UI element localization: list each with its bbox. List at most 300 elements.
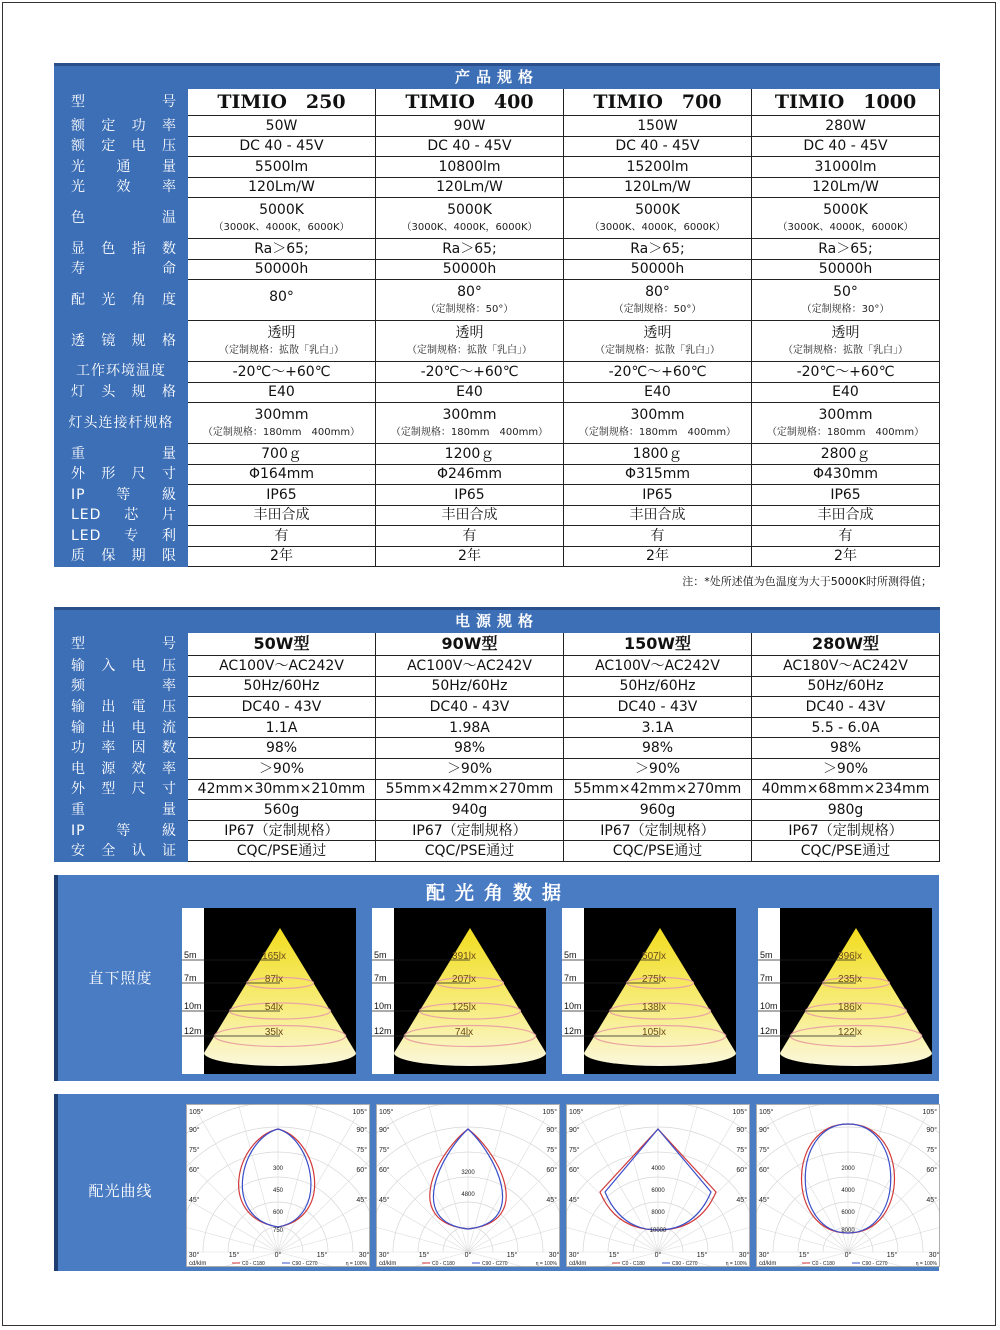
distance-label: 7m (564, 973, 577, 983)
legend-c90: C90 - C270 (482, 1261, 508, 1267)
spec-value: 50Hz/60Hz (807, 678, 884, 695)
spec-cell (376, 198, 564, 239)
spec-cell (376, 177, 564, 198)
intensity-tick: 4800 (461, 1192, 475, 1198)
spec-cell (188, 841, 376, 862)
spec-cell (752, 239, 940, 260)
beam-data-title: 配光角数据 (425, 882, 571, 904)
angle-label: 30° (548, 1252, 560, 1259)
illuminance-cone (182, 908, 356, 1074)
angle-label: 30° (358, 1252, 370, 1259)
spec-value: Φ430mm (812, 466, 879, 483)
distance-label: 7m (760, 973, 773, 983)
lux-value: 87lx (264, 974, 284, 985)
row-label: 安全认证 (55, 841, 188, 862)
spec-value: 1200ｇ (444, 445, 495, 462)
lux-value: 186lx (838, 1002, 862, 1013)
spec-value: 98% (265, 740, 298, 757)
spec-cell (564, 362, 752, 383)
lux-value: 125lx (452, 1002, 476, 1013)
distance-label: 10m (374, 1001, 392, 1011)
spec-value: 90W (453, 117, 486, 134)
spec-cell (376, 505, 564, 526)
spec-cell (752, 526, 940, 547)
table-row (55, 259, 940, 280)
angle-label: 30° (758, 1252, 770, 1259)
row-label-model: 型号 (55, 633, 188, 656)
spec-value: IP65 (266, 486, 297, 503)
spec-value: 丰田合成 (253, 507, 310, 524)
legend-c90: C90 - C270 (292, 1261, 318, 1267)
spec-value: 透明 (831, 324, 860, 341)
model-header: TIMIO 400 (376, 89, 564, 116)
spec-value: -20℃～+60℃ (796, 363, 895, 380)
spec-value: 5000K (635, 201, 680, 218)
lux-value: 396lx (838, 951, 862, 962)
table-row (55, 280, 940, 321)
spec-cell (188, 505, 376, 526)
lux-value: 235lx (838, 974, 862, 985)
table-row (55, 738, 940, 759)
spec-cell (564, 177, 752, 198)
angle-label: 45° (379, 1197, 390, 1204)
spec-value: 3.1A (641, 719, 674, 736)
angle-label: 45° (189, 1197, 200, 1204)
spec-value: -20℃～+60℃ (232, 363, 331, 380)
spec-cell (752, 321, 940, 362)
angle-label: 30° (928, 1252, 940, 1259)
spec-cell (188, 198, 376, 239)
spec-cell (752, 697, 940, 718)
efficiency-label: η = 100% (345, 1261, 367, 1267)
angle-label: 45° (569, 1197, 580, 1204)
lux-value: 207lx (452, 974, 476, 985)
spec-value: 50000h (254, 261, 309, 278)
spec-cell (564, 321, 752, 362)
spec-value: 2年 (458, 548, 481, 565)
spec-value: 280W (825, 117, 866, 134)
model-header: TIMIO 1000 (752, 89, 940, 116)
row-label: 输入电压 (55, 656, 188, 677)
table-row (55, 485, 940, 506)
angle-label: 75° (546, 1147, 557, 1154)
spec-value: Φ246mm (436, 466, 503, 483)
model-header: 50W型 (188, 633, 376, 656)
angle-label: 45° (736, 1197, 747, 1204)
spec-value: Ra＞65; (442, 240, 497, 257)
intensity-tick: 750 (272, 1228, 284, 1234)
spec-value: E40 (268, 384, 295, 401)
spec-value: 120Lm/W (248, 179, 315, 196)
angle-label: 15° (228, 1252, 240, 1259)
angle-label: 60° (736, 1167, 747, 1174)
table-row (55, 403, 940, 444)
intensity-tick: 10000 (649, 1228, 667, 1234)
angle-label: 90° (356, 1127, 367, 1134)
spec-value: 40mm×68mm×234mm (761, 781, 930, 798)
spec-value: 5.5 - 6.0A (811, 719, 880, 736)
spec-value: 5000K (447, 201, 492, 218)
spec-value: IP67（定制规格） (600, 822, 715, 839)
spec-cell (564, 444, 752, 465)
distance-label: 10m (564, 1001, 582, 1011)
table-row (55, 177, 940, 198)
spec-cell (188, 259, 376, 280)
spec-cell (752, 136, 940, 157)
spec-cell (752, 758, 940, 779)
row-label: 重量 (55, 800, 188, 821)
angle-label: 15° (608, 1252, 620, 1259)
spec-custom-note: （定制规格：50°） (425, 303, 514, 315)
lux-value: 122lx (838, 1027, 862, 1038)
spec-value: 有 (462, 527, 477, 544)
spec-cell (752, 259, 940, 280)
model-header: TIMIO 250 (188, 89, 376, 116)
spec-cell (188, 280, 376, 321)
row-label: LED专利 (55, 526, 188, 547)
angle-label: 0° (464, 1252, 472, 1259)
spec-value: DC 40 - 45V (615, 138, 700, 155)
spec-custom-note: （3000K、4000K，6000K） (401, 221, 538, 233)
intensity-tick: 2000 (841, 1166, 855, 1172)
spec-custom-note: （定制规格：30°） (801, 303, 890, 315)
angle-label: 30° (738, 1252, 750, 1259)
spec-value: E40 (832, 384, 859, 401)
spec-value: Ra＞65; (818, 240, 873, 257)
spec-cell (376, 820, 564, 841)
spec-cell (376, 841, 564, 862)
distance-label: 7m (374, 973, 387, 983)
spec-cell (188, 738, 376, 759)
illuminance-label: 直下照度 (88, 969, 153, 987)
row-label: 输出電压 (55, 697, 188, 718)
spec-cell (188, 717, 376, 738)
row-label: 寿命 (55, 259, 188, 280)
spec-value: DC40 - 43V (617, 698, 698, 715)
spec-cell (752, 444, 940, 465)
spec-value: DC40 - 43V (805, 698, 886, 715)
spec-cell (752, 676, 940, 697)
spec-value: 700ｇ (261, 445, 302, 462)
spec-cell (376, 485, 564, 506)
spec-cell (188, 403, 376, 444)
row-label: 重量 (55, 444, 188, 465)
row-label: 透镜规格 (55, 321, 188, 362)
spec-value: 55mm×42mm×270mm (573, 781, 742, 798)
legend-c90: C90 - C270 (672, 1261, 698, 1267)
spec-value: 80° (457, 283, 482, 300)
spec-value: AC100V～AC242V (407, 657, 532, 674)
model-header: 280W型 (752, 633, 940, 656)
spec-cell (188, 697, 376, 718)
angle-label: 105° (759, 1109, 774, 1116)
intensity-tick: 4000 (841, 1188, 855, 1194)
spec-cell (376, 136, 564, 157)
spec-cell (376, 676, 564, 697)
distance-label: 12m (374, 1026, 392, 1036)
row-label: 灯头连接杆规格 (55, 403, 188, 444)
spec-value: 300mm (630, 406, 685, 423)
polar-plot (566, 1104, 750, 1267)
lux-value: 275lx (642, 974, 666, 985)
row-label: 质保期限 (55, 546, 188, 567)
spec-cell (564, 485, 752, 506)
angle-label: 75° (569, 1147, 580, 1154)
spec-cell (564, 758, 752, 779)
row-label: 光效率 (55, 177, 188, 198)
spec-value: CQC/PSE通过 (612, 843, 703, 860)
unit-label: cd/klm (569, 1261, 587, 1267)
spec-cell (752, 464, 940, 485)
spec-value: -20℃～+60℃ (608, 363, 707, 380)
spec-cell (564, 198, 752, 239)
spec-value: 透明 (455, 324, 484, 341)
spec-value: E40 (644, 384, 671, 401)
table-row (55, 800, 940, 821)
spec-cell (564, 136, 752, 157)
spec-cell (376, 403, 564, 444)
legend-c0: C0 - C180 (432, 1261, 455, 1267)
row-label: 输出电流 (55, 717, 188, 738)
spec-cell (564, 717, 752, 738)
spec-custom-note: （定制规格：180mm 400mm） (202, 426, 361, 438)
spec-custom-note: （定制规格：50°） (613, 303, 702, 315)
intensity-tick: 8000 (651, 1210, 665, 1216)
beam-data-panel (54, 875, 939, 1081)
spec-cell (376, 546, 564, 567)
spec-value: 50Hz/60Hz (243, 678, 320, 695)
spec-value: E40 (456, 384, 483, 401)
spec-cell (188, 820, 376, 841)
product-spec-table (54, 63, 940, 567)
row-label-model: 型号 (55, 89, 188, 116)
spec-value: ＞90% (822, 760, 869, 777)
distance-label: 5m (564, 950, 577, 960)
angle-label: 30° (568, 1252, 580, 1259)
spec-value: 有 (650, 527, 665, 544)
legend-c90: C90 - C270 (862, 1261, 888, 1267)
spec-cell (376, 259, 564, 280)
row-label: 显色指数 (55, 239, 188, 260)
spec-value: Ra＞65; (254, 240, 309, 257)
angle-label: 15° (316, 1252, 328, 1259)
spec-cell (564, 841, 752, 862)
spec-value: Ra＞65; (630, 240, 685, 257)
angle-label: 60° (356, 1167, 367, 1174)
distance-label: 5m (184, 950, 197, 960)
spec-cell (752, 403, 940, 444)
angle-label: 60° (569, 1167, 580, 1174)
distance-label: 5m (760, 950, 773, 960)
illuminance-cone (758, 908, 932, 1074)
spec-value: 50Hz/60Hz (431, 678, 508, 695)
intensity-tick: 6000 (841, 1210, 855, 1216)
row-label: 功率因数 (55, 738, 188, 759)
angle-label: 105° (569, 1109, 584, 1116)
spec-cell (188, 177, 376, 198)
spec-cell (564, 280, 752, 321)
spec-value: 560g (263, 801, 300, 818)
polar-plot (186, 1104, 370, 1267)
spec-value: 120Lm/W (812, 179, 879, 196)
angle-label: 75° (189, 1147, 200, 1154)
angle-label: 0° (844, 1252, 852, 1259)
lux-value: 391lx (452, 951, 476, 962)
spec-value: 透明 (267, 324, 296, 341)
spec-value: AC180V～AC242V (783, 657, 908, 674)
spec-cell (752, 546, 940, 567)
angle-label: 90° (926, 1127, 937, 1134)
spec-cell (188, 656, 376, 677)
spec-cell (752, 177, 940, 198)
spec-value: 50000h (630, 261, 685, 278)
spec-cell (752, 717, 940, 738)
spec-cell (564, 259, 752, 280)
legend-c0: C0 - C180 (622, 1261, 645, 1267)
spec-cell (752, 116, 940, 137)
unit-label: cd/klm (759, 1261, 777, 1267)
angle-label: 105° (352, 1109, 367, 1116)
angle-label: 90° (379, 1127, 390, 1134)
table-row (55, 198, 940, 239)
table-row (55, 841, 940, 862)
row-label: 额定功率 (55, 116, 188, 137)
distance-label: 12m (184, 1026, 202, 1036)
angle-label: 30° (378, 1252, 390, 1259)
spec-value: 940g (451, 801, 488, 818)
spec-value: ＞90% (634, 760, 681, 777)
spec-cell (188, 157, 376, 178)
spec-value: 300mm (254, 406, 309, 423)
spec-value: -20℃～+60℃ (420, 363, 519, 380)
spec-value: 有 (274, 527, 289, 544)
spec-value: 120Lm/W (436, 179, 503, 196)
distance-label: 5m (374, 950, 387, 960)
angle-label: 15° (418, 1252, 430, 1259)
unit-label: cd/klm (189, 1261, 207, 1267)
angle-label: 90° (189, 1127, 200, 1134)
spec-value: 50000h (818, 261, 873, 278)
spec-cell (188, 485, 376, 506)
spec-value: ＞90% (446, 760, 493, 777)
cone-diagram (182, 908, 356, 1074)
angle-label: 60° (379, 1167, 390, 1174)
spec-cell (376, 717, 564, 738)
angle-label: 105° (922, 1109, 937, 1116)
spec-value: DC40 - 43V (241, 698, 322, 715)
spec-cell (564, 403, 752, 444)
efficiency-label: η = 100% (915, 1261, 937, 1267)
table-row (55, 444, 940, 465)
spec-cell (564, 464, 752, 485)
intensity-tick: 6000 (651, 1188, 665, 1194)
spec-cell (564, 676, 752, 697)
spec-cell (376, 116, 564, 137)
curve-panel (54, 1094, 939, 1271)
row-label: 额定电压 (55, 136, 188, 157)
spec-cell (376, 239, 564, 260)
spec-value: 98% (829, 740, 862, 757)
distance-label: 10m (184, 1001, 202, 1011)
table-row (55, 546, 940, 567)
spec-custom-note: （3000K、4000K，6000K） (777, 221, 914, 233)
cone-diagram (562, 908, 736, 1074)
spec-cell (376, 800, 564, 821)
spec-value: 980g (827, 801, 864, 818)
power-spec-table (54, 607, 940, 862)
spec-value: 2年 (646, 548, 669, 565)
spec-value: 150W (637, 117, 678, 134)
distance-label: 12m (760, 1026, 778, 1036)
table-row (55, 321, 940, 362)
table-row (55, 717, 940, 738)
spec-cell (564, 820, 752, 841)
spec-cell (188, 136, 376, 157)
row-label: 频率 (55, 676, 188, 697)
spec-cell (564, 382, 752, 403)
row-label: IP等級 (55, 485, 188, 506)
model-header: 150W型 (564, 633, 752, 656)
spec-cell (188, 444, 376, 465)
spec-cell (188, 758, 376, 779)
row-label: 光通量 (55, 157, 188, 178)
spec-cell (376, 656, 564, 677)
spec-value: DC 40 - 45V (427, 138, 512, 155)
spec-cell (564, 116, 752, 137)
spec-custom-note: （定制规格：180mm 400mm） (766, 426, 925, 438)
intensity-tick: 8000 (841, 1228, 855, 1234)
angle-label: 15° (696, 1252, 708, 1259)
spec-value: IP67（定制规格） (412, 822, 527, 839)
unit-label: cd/klm (379, 1261, 397, 1267)
spec-cell (752, 779, 940, 800)
table-row (55, 157, 940, 178)
spec-cell (564, 656, 752, 677)
spec-cell (752, 280, 940, 321)
spec-cell (188, 676, 376, 697)
spec-cell (376, 779, 564, 800)
lux-value: 507lx (642, 951, 666, 962)
spec-cell (188, 382, 376, 403)
spec-value: IP65 (642, 486, 673, 503)
angle-label: 15° (506, 1252, 518, 1259)
angle-label: 105° (732, 1109, 747, 1116)
spec-cell (376, 157, 564, 178)
spec-value: 1.1A (265, 719, 298, 736)
efficiency-label: η = 100% (725, 1261, 747, 1267)
angle-label: 75° (356, 1147, 367, 1154)
spec-custom-note: （3000K、4000K，6000K） (589, 221, 726, 233)
lux-value: 74lx (454, 1027, 474, 1038)
table-row (55, 382, 940, 403)
spec-value: 80° (269, 289, 294, 305)
angle-label: 45° (356, 1197, 367, 1204)
spec-cell (564, 526, 752, 547)
table-row (55, 820, 940, 841)
spec-value: Φ315mm (624, 466, 691, 483)
table-row (55, 464, 940, 485)
spec-cell (376, 738, 564, 759)
lux-value: 165lx (262, 951, 286, 962)
spec-cell (752, 157, 940, 178)
spec-value: 2年 (834, 548, 857, 565)
cone-diagram (372, 908, 546, 1074)
angle-label: 105° (379, 1109, 394, 1116)
model-header: TIMIO 700 (564, 89, 752, 116)
model-header: 90W型 (376, 633, 564, 656)
spec-custom-note: （定制规格：拡散「乳白」） (219, 344, 344, 356)
angle-label: 105° (189, 1109, 204, 1116)
